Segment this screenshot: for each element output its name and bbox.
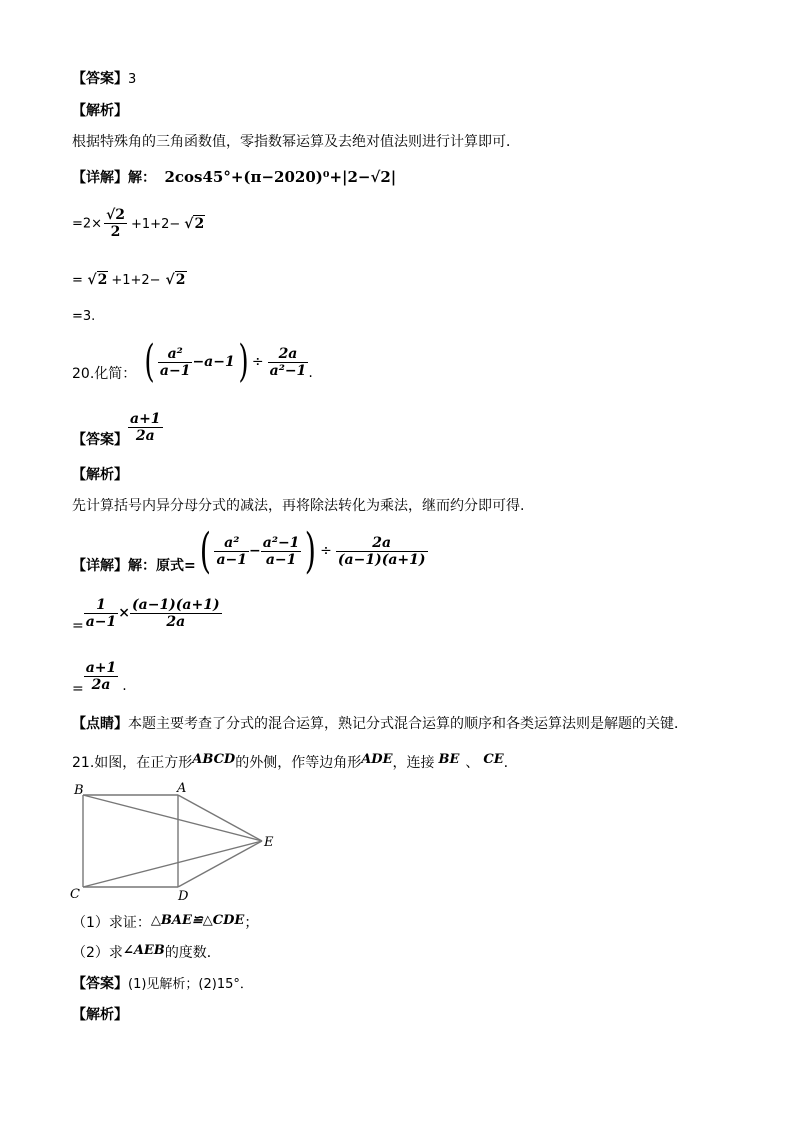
part2-b: 的度数． (164, 945, 221, 961)
q19-step2 (72, 272, 187, 288)
edge-de (178, 841, 262, 887)
q19-step1 (72, 207, 205, 240)
left-paren: ( (144, 336, 155, 387)
q21-stem-b: 的外侧，作等边角形 (235, 755, 362, 771)
q21-stem-d: 、 (465, 755, 480, 771)
q21-answer-line (72, 973, 253, 993)
q21-stem-c: ，连接 (392, 755, 435, 771)
right-paren: ) (305, 523, 317, 579)
edge-ce (83, 841, 262, 887)
s1-times: × (118, 605, 131, 621)
step1-frac-den: 2 (110, 224, 121, 240)
q21-stem-e: . (503, 755, 509, 771)
q20-frac2: $\frac{2a}{\text{a²−1}}$ (269, 345, 307, 379)
answer-label: 【答案】 (72, 976, 128, 992)
edge-ae (178, 795, 262, 841)
q19-step3: =3. (72, 309, 96, 324)
s2-frac: $\frac{a+1}{2a}$ (85, 659, 117, 693)
answer-label: 【答案】 (72, 432, 128, 448)
q20-step2 (72, 655, 127, 697)
q21-square: ABCD (192, 752, 236, 767)
q20-analysis-label: 【解析】 (72, 467, 128, 483)
step2-root-a: √2 (87, 272, 108, 288)
s2-prefix: = (72, 681, 84, 697)
part1-b: ； (244, 915, 259, 931)
q21-part1 (72, 912, 258, 932)
label-a: A (177, 781, 187, 796)
part1-a: （1）求证： (72, 915, 151, 931)
d-frac3: $\frac{2a}{(a-1)(a+1)}$ (337, 534, 426, 568)
q19-detail-line (72, 167, 396, 187)
q21-part2 (72, 942, 221, 962)
part2-expr: ∠AEB (122, 943, 165, 958)
label-e: E (264, 835, 274, 850)
part1-expr: △BAE≌△CDE (150, 913, 245, 928)
geometry-figure (64, 778, 284, 903)
q21-analysis-label: 【解析】 (72, 1007, 128, 1023)
comment-label: 【点睛】 (72, 716, 128, 732)
d-div: ÷ (320, 543, 332, 559)
s2-end: . (122, 678, 127, 694)
q20-detail-line (72, 523, 428, 579)
s1-frac2: $\frac{(a-1)(a+1)}{2a}$ (132, 596, 220, 630)
step1-root: √2 (184, 215, 205, 232)
label-c: C (70, 887, 80, 902)
q20-div: ÷ (251, 354, 264, 370)
q19-answer-line (72, 68, 136, 88)
step1-prefix: =2× (72, 216, 103, 232)
answer-label: 【答案】 (72, 71, 128, 87)
q20-label: 20.化简： (72, 366, 137, 382)
q21-ce: CE (483, 752, 504, 767)
detail-label: 【详解】解： (72, 170, 156, 186)
q20-frac1: $\frac{\text{a²}}{a-1}$ (159, 345, 191, 379)
detail-expression: 2cos45°+(π−2020)⁰+|2−√2| (164, 168, 397, 186)
step2-mid: +1+2− (111, 273, 161, 288)
step1-fraction (104, 207, 127, 240)
q20-analysis-text: 先计算括号内异分母分式的减法，再将除法转化为乘法，继而约分即可得. (72, 498, 525, 514)
answer-text: (1)见解析；(2)15°． (128, 977, 253, 992)
q20-stem (72, 336, 313, 387)
step2-root-b: √2 (165, 272, 186, 288)
s1-frac1: $\frac{1}{a-1}$ (85, 596, 117, 630)
s1-prefix: = (72, 618, 84, 634)
q19-analysis-text: 根据特殊角的三角函数值，零指数幂运算及去绝对值法则进行计算即可． (72, 134, 520, 150)
q21-stem (72, 752, 508, 772)
q20-mid: −a−1 (192, 354, 235, 370)
q20-step1 (72, 592, 222, 634)
q20-end: . (308, 365, 313, 381)
d-frac2: $\frac{\text{a²−1}}{a-1}$ (262, 534, 300, 568)
part2-a: （2）求 (72, 945, 123, 961)
step1-suffix: +1+2− (131, 216, 181, 232)
d-frac1: $\frac{\text{a²}}{a-1}$ (216, 534, 248, 568)
q21-stem-a: 21.如图，在正方形 (72, 755, 193, 771)
q21-be: BE (438, 752, 460, 767)
q19-analysis-label: 【解析】 (72, 103, 128, 119)
left-paren: ( (199, 523, 211, 579)
edge-be (83, 795, 262, 841)
answer-value: 3 (128, 72, 137, 87)
comment-text: 本题主要考查了分式的混合运算，熟记分式混合运算的顺序和各类运算法则是解题的关键． (128, 716, 688, 732)
q20-answer-line (72, 405, 163, 449)
q20-answer-frac: $\frac{a+1}{2a}$ (130, 410, 161, 444)
step1-frac-num: √2 (106, 207, 126, 223)
right-paren: ) (238, 336, 249, 387)
step2-prefix: = (72, 273, 83, 288)
q20-comment (72, 713, 688, 733)
label-b: B (74, 783, 84, 798)
detail-label: 【详解】解：原式= (72, 558, 196, 574)
label-d: D (178, 889, 189, 903)
q21-triangle: ADE (361, 752, 393, 767)
d-minus: − (249, 543, 261, 559)
